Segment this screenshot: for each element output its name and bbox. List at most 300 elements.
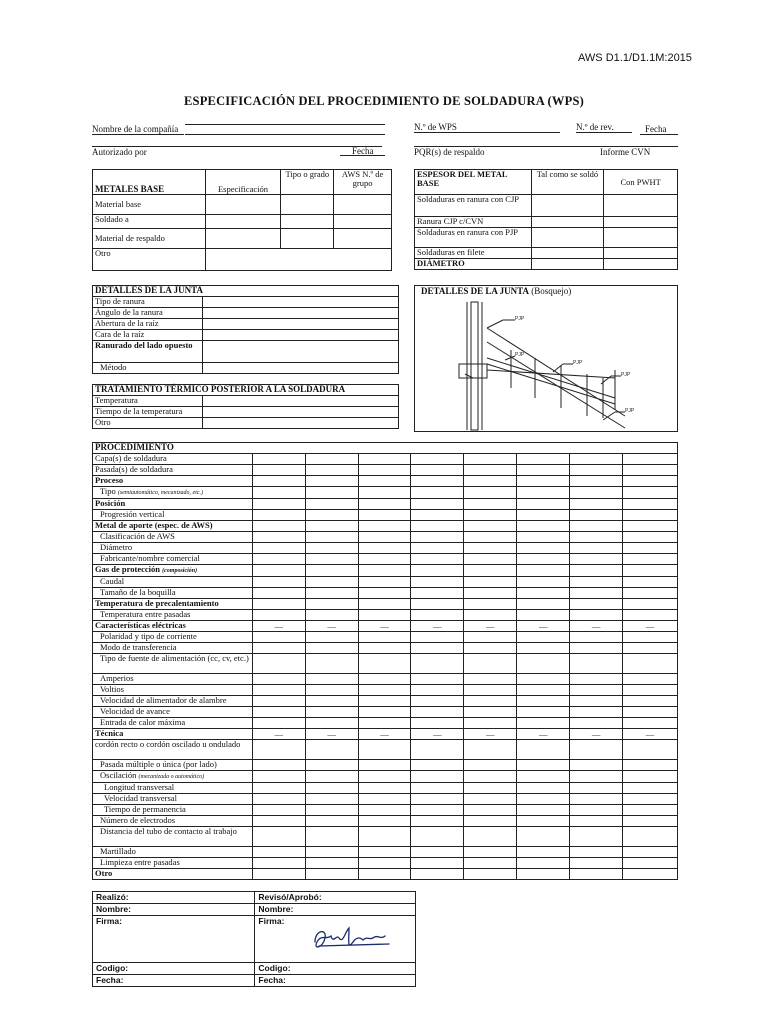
input-cell[interactable]	[305, 554, 358, 565]
input-cell[interactable]	[623, 476, 678, 487]
input-cell[interactable]	[252, 827, 305, 847]
input-cell[interactable]	[305, 847, 358, 858]
input-cell[interactable]	[517, 674, 570, 685]
input-cell[interactable]	[464, 532, 517, 543]
input-cell[interactable]	[411, 543, 464, 554]
input-cell[interactable]	[464, 565, 517, 577]
input-cell[interactable]	[411, 783, 464, 794]
input-cell[interactable]	[623, 740, 678, 760]
input-cell[interactable]	[517, 707, 570, 718]
input-cell[interactable]	[464, 858, 517, 869]
input-cell[interactable]	[517, 532, 570, 543]
input-cell[interactable]	[411, 685, 464, 696]
input-cell[interactable]	[570, 610, 623, 621]
input-cell[interactable]	[517, 805, 570, 816]
input-cell[interactable]	[623, 554, 678, 565]
input-cell[interactable]	[623, 610, 678, 621]
input-cell[interactable]	[517, 827, 570, 847]
input-cell[interactable]	[305, 783, 358, 794]
input-cell[interactable]	[411, 816, 464, 827]
input-cell[interactable]	[570, 718, 623, 729]
input-cell[interactable]	[305, 565, 358, 577]
input-cell[interactable]	[252, 588, 305, 599]
input-cell[interactable]	[358, 794, 411, 805]
input-cell[interactable]	[411, 869, 464, 880]
input-cell[interactable]	[464, 599, 517, 610]
input-cell[interactable]	[411, 847, 464, 858]
input-cell[interactable]	[517, 543, 570, 554]
input-cell[interactable]	[623, 465, 678, 476]
input-cell[interactable]	[281, 229, 334, 249]
input-cell[interactable]	[305, 454, 358, 465]
input-cell[interactable]	[570, 588, 623, 599]
input-cell[interactable]	[517, 816, 570, 827]
input-cell[interactable]	[517, 565, 570, 577]
input-cell[interactable]	[202, 418, 398, 429]
input-cell[interactable]	[411, 740, 464, 760]
input-cell[interactable]	[252, 643, 305, 654]
input-cell[interactable]	[411, 599, 464, 610]
input-cell[interactable]	[252, 565, 305, 577]
input-cell[interactable]	[358, 632, 411, 643]
input-cell[interactable]	[464, 577, 517, 588]
input-cell[interactable]	[517, 654, 570, 674]
input-cell[interactable]	[464, 760, 517, 771]
input-cell[interactable]	[517, 696, 570, 707]
input-cell[interactable]	[305, 643, 358, 654]
input-cell[interactable]	[358, 510, 411, 521]
input-cell[interactable]	[570, 654, 623, 674]
input-cell[interactable]	[252, 454, 305, 465]
input-cell[interactable]	[623, 816, 678, 827]
input-cell[interactable]	[570, 816, 623, 827]
input-cell[interactable]	[252, 654, 305, 674]
input-cell[interactable]	[464, 510, 517, 521]
input-cell[interactable]	[517, 510, 570, 521]
input-cell[interactable]	[252, 532, 305, 543]
input-cell[interactable]	[252, 487, 305, 499]
input-cell[interactable]	[623, 521, 678, 532]
input-cell[interactable]	[517, 847, 570, 858]
input-cell[interactable]	[411, 643, 464, 654]
input-cell[interactable]	[305, 510, 358, 521]
input-cell[interactable]	[464, 632, 517, 643]
input-cell[interactable]	[464, 707, 517, 718]
input-cell[interactable]	[517, 685, 570, 696]
input-cell[interactable]	[411, 654, 464, 674]
input-cell[interactable]	[531, 217, 604, 228]
input-cell[interactable]	[517, 771, 570, 783]
input-cell[interactable]	[252, 794, 305, 805]
input-cell[interactable]	[334, 195, 392, 215]
input-cell[interactable]	[570, 696, 623, 707]
input-cell[interactable]	[252, 577, 305, 588]
input-cell[interactable]	[464, 869, 517, 880]
input-cell[interactable]	[358, 599, 411, 610]
input-cell[interactable]	[517, 454, 570, 465]
input-cell[interactable]	[305, 543, 358, 554]
input-cell[interactable]	[570, 794, 623, 805]
input-cell[interactable]	[517, 783, 570, 794]
input-cell[interactable]	[464, 643, 517, 654]
input-cell[interactable]	[358, 577, 411, 588]
input-cell[interactable]	[464, 685, 517, 696]
input-cell[interactable]	[252, 847, 305, 858]
input-cell[interactable]	[411, 696, 464, 707]
input-cell[interactable]	[570, 465, 623, 476]
input-cell[interactable]	[623, 654, 678, 674]
input-cell[interactable]	[411, 674, 464, 685]
input-cell[interactable]	[570, 487, 623, 499]
input-cell[interactable]	[411, 577, 464, 588]
input-cell[interactable]	[411, 760, 464, 771]
input-cell[interactable]	[358, 805, 411, 816]
input-cell[interactable]	[623, 454, 678, 465]
input-cell[interactable]	[517, 499, 570, 510]
input-cell[interactable]	[281, 215, 334, 229]
input-cell[interactable]	[252, 783, 305, 794]
input-cell[interactable]	[305, 707, 358, 718]
input-cell[interactable]	[411, 510, 464, 521]
input-cell[interactable]	[252, 740, 305, 760]
input-cell[interactable]	[570, 685, 623, 696]
input-cell[interactable]	[517, 588, 570, 599]
input-cell[interactable]	[305, 771, 358, 783]
input-cell[interactable]	[358, 588, 411, 599]
input-cell[interactable]	[252, 674, 305, 685]
input-cell[interactable]	[570, 740, 623, 760]
input-cell[interactable]	[305, 610, 358, 621]
input-cell[interactable]	[358, 696, 411, 707]
input-cell[interactable]	[623, 532, 678, 543]
input-cell[interactable]	[464, 554, 517, 565]
input-cell[interactable]	[517, 760, 570, 771]
input-cell[interactable]	[570, 510, 623, 521]
input-cell[interactable]	[570, 543, 623, 554]
input-cell[interactable]	[305, 487, 358, 499]
input-cell[interactable]	[305, 685, 358, 696]
input-cell[interactable]	[358, 565, 411, 577]
input-cell[interactable]	[252, 521, 305, 532]
input-cell[interactable]	[623, 707, 678, 718]
date-field-2[interactable]	[340, 155, 385, 156]
input-cell[interactable]	[411, 858, 464, 869]
input-cell[interactable]	[570, 499, 623, 510]
input-cell[interactable]	[517, 610, 570, 621]
input-cell[interactable]	[517, 465, 570, 476]
input-cell[interactable]	[464, 610, 517, 621]
input-cell[interactable]	[623, 487, 678, 499]
input-cell[interactable]	[623, 847, 678, 858]
input-cell[interactable]	[358, 707, 411, 718]
input-cell[interactable]	[358, 543, 411, 554]
input-cell[interactable]	[570, 805, 623, 816]
input-cell[interactable]	[623, 805, 678, 816]
input-cell[interactable]	[358, 674, 411, 685]
input-cell[interactable]	[202, 407, 398, 418]
input-cell[interactable]	[202, 330, 398, 341]
input-cell[interactable]	[252, 771, 305, 783]
input-cell[interactable]	[570, 858, 623, 869]
input-cell[interactable]	[517, 632, 570, 643]
input-cell[interactable]	[464, 487, 517, 499]
input-cell[interactable]	[358, 610, 411, 621]
input-cell[interactable]	[358, 521, 411, 532]
input-cell[interactable]	[531, 259, 604, 270]
input-cell[interactable]	[411, 827, 464, 847]
input-cell[interactable]	[334, 229, 392, 249]
input-cell[interactable]	[570, 554, 623, 565]
input-cell[interactable]	[623, 783, 678, 794]
input-cell[interactable]	[411, 532, 464, 543]
input-cell[interactable]	[281, 195, 334, 215]
input-cell[interactable]	[570, 827, 623, 847]
input-cell[interactable]	[517, 554, 570, 565]
input-cell[interactable]	[531, 248, 604, 259]
input-cell[interactable]	[411, 588, 464, 599]
input-cell[interactable]	[623, 869, 678, 880]
name-field-1[interactable]: Nombre:	[93, 904, 255, 916]
input-cell[interactable]	[570, 783, 623, 794]
input-cell[interactable]	[305, 588, 358, 599]
wps-number-field[interactable]	[414, 132, 560, 133]
input-cell[interactable]	[358, 771, 411, 783]
input-cell[interactable]	[252, 543, 305, 554]
input-cell[interactable]	[517, 869, 570, 880]
input-cell[interactable]	[305, 532, 358, 543]
input-cell[interactable]	[570, 760, 623, 771]
input-cell[interactable]	[623, 760, 678, 771]
input-cell[interactable]	[202, 319, 398, 330]
input-cell[interactable]	[334, 215, 392, 229]
revision-field[interactable]	[576, 132, 632, 133]
input-cell[interactable]	[623, 543, 678, 554]
signature-field-1[interactable]: Firma:	[93, 916, 255, 963]
input-cell[interactable]	[464, 827, 517, 847]
input-cell[interactable]	[411, 805, 464, 816]
input-cell[interactable]	[623, 510, 678, 521]
input-cell[interactable]	[570, 454, 623, 465]
input-cell[interactable]	[517, 718, 570, 729]
input-cell[interactable]	[570, 643, 623, 654]
input-cell[interactable]	[517, 521, 570, 532]
code-field-2[interactable]: Codigo:	[255, 963, 416, 975]
input-cell[interactable]	[202, 396, 398, 407]
input-cell[interactable]	[517, 487, 570, 499]
input-cell[interactable]	[570, 599, 623, 610]
input-cell[interactable]	[464, 847, 517, 858]
input-cell[interactable]	[570, 565, 623, 577]
input-cell[interactable]	[202, 341, 398, 363]
input-cell[interactable]	[411, 771, 464, 783]
input-cell[interactable]	[531, 195, 604, 217]
input-cell[interactable]	[570, 476, 623, 487]
input-cell[interactable]	[252, 718, 305, 729]
input-cell[interactable]	[252, 858, 305, 869]
name-field-2[interactable]: Nombre:	[255, 904, 416, 916]
input-cell[interactable]	[252, 465, 305, 476]
input-cell[interactable]	[411, 476, 464, 487]
input-cell[interactable]	[570, 707, 623, 718]
input-cell[interactable]	[205, 195, 281, 215]
input-cell[interactable]	[358, 654, 411, 674]
input-cell[interactable]	[604, 259, 678, 270]
input-cell[interactable]	[517, 858, 570, 869]
input-cell[interactable]	[305, 858, 358, 869]
input-cell[interactable]	[517, 794, 570, 805]
input-cell[interactable]	[205, 249, 391, 271]
input-cell[interactable]	[517, 740, 570, 760]
input-cell[interactable]	[464, 476, 517, 487]
input-cell[interactable]	[358, 718, 411, 729]
input-cell[interactable]	[623, 643, 678, 654]
input-cell[interactable]	[623, 588, 678, 599]
input-cell[interactable]	[205, 215, 281, 229]
input-cell[interactable]	[252, 760, 305, 771]
input-cell[interactable]	[358, 487, 411, 499]
input-cell[interactable]	[464, 816, 517, 827]
input-cell[interactable]	[252, 696, 305, 707]
input-cell[interactable]	[358, 816, 411, 827]
input-cell[interactable]	[604, 217, 678, 228]
input-cell[interactable]	[252, 499, 305, 510]
input-cell[interactable]	[623, 599, 678, 610]
input-cell[interactable]	[411, 794, 464, 805]
input-cell[interactable]	[305, 674, 358, 685]
input-cell[interactable]	[517, 599, 570, 610]
input-cell[interactable]	[411, 499, 464, 510]
input-cell[interactable]	[464, 588, 517, 599]
input-cell[interactable]	[411, 465, 464, 476]
input-cell[interactable]	[252, 599, 305, 610]
input-cell[interactable]	[205, 229, 281, 249]
input-cell[interactable]	[411, 565, 464, 577]
input-cell[interactable]	[252, 610, 305, 621]
input-cell[interactable]	[252, 805, 305, 816]
signature-field-2[interactable]	[255, 916, 416, 963]
input-cell[interactable]	[604, 248, 678, 259]
input-cell[interactable]	[623, 632, 678, 643]
input-cell[interactable]	[411, 707, 464, 718]
input-cell[interactable]	[305, 805, 358, 816]
input-cell[interactable]	[464, 771, 517, 783]
input-cell[interactable]	[305, 696, 358, 707]
input-cell[interactable]	[305, 599, 358, 610]
input-cell[interactable]	[358, 760, 411, 771]
input-cell[interactable]	[358, 685, 411, 696]
input-cell[interactable]	[517, 643, 570, 654]
input-cell[interactable]	[305, 869, 358, 880]
input-cell[interactable]	[411, 632, 464, 643]
input-cell[interactable]	[202, 308, 398, 319]
input-cell[interactable]	[604, 195, 678, 217]
input-cell[interactable]	[305, 476, 358, 487]
input-cell[interactable]	[358, 827, 411, 847]
input-cell[interactable]	[411, 487, 464, 499]
input-cell[interactable]	[202, 297, 398, 308]
input-cell[interactable]	[623, 696, 678, 707]
input-cell[interactable]	[252, 816, 305, 827]
input-cell[interactable]	[570, 632, 623, 643]
input-cell[interactable]	[305, 499, 358, 510]
input-cell[interactable]	[305, 827, 358, 847]
input-cell[interactable]	[252, 476, 305, 487]
authorized-field[interactable]	[92, 146, 382, 147]
input-cell[interactable]	[358, 454, 411, 465]
input-cell[interactable]	[358, 869, 411, 880]
input-cell[interactable]	[305, 632, 358, 643]
input-cell[interactable]	[358, 554, 411, 565]
input-cell[interactable]	[464, 454, 517, 465]
input-cell[interactable]	[623, 827, 678, 847]
input-cell[interactable]	[464, 718, 517, 729]
input-cell[interactable]	[464, 674, 517, 685]
input-cell[interactable]	[623, 685, 678, 696]
input-cell[interactable]	[464, 740, 517, 760]
input-cell[interactable]	[252, 685, 305, 696]
input-cell[interactable]	[623, 565, 678, 577]
input-cell[interactable]	[570, 521, 623, 532]
input-cell[interactable]	[604, 228, 678, 248]
input-cell[interactable]	[570, 532, 623, 543]
input-cell[interactable]	[517, 476, 570, 487]
input-cell[interactable]	[623, 674, 678, 685]
input-cell[interactable]	[623, 577, 678, 588]
input-cell[interactable]	[570, 674, 623, 685]
input-cell[interactable]	[464, 805, 517, 816]
date-field-1[interactable]	[640, 134, 678, 135]
input-cell[interactable]	[623, 858, 678, 869]
input-cell[interactable]	[305, 521, 358, 532]
input-cell[interactable]	[411, 718, 464, 729]
input-cell[interactable]	[358, 740, 411, 760]
input-cell[interactable]	[570, 577, 623, 588]
input-cell[interactable]	[464, 543, 517, 554]
input-cell[interactable]	[252, 707, 305, 718]
input-cell[interactable]	[358, 847, 411, 858]
input-cell[interactable]	[305, 718, 358, 729]
input-cell[interactable]	[305, 577, 358, 588]
input-cell[interactable]	[464, 521, 517, 532]
input-cell[interactable]	[464, 499, 517, 510]
input-cell[interactable]	[252, 510, 305, 521]
input-cell[interactable]	[252, 869, 305, 880]
date-field-sig-2[interactable]: Fecha:	[255, 975, 416, 987]
input-cell[interactable]	[570, 771, 623, 783]
code-field-1[interactable]: Codigo:	[93, 963, 255, 975]
input-cell[interactable]	[305, 740, 358, 760]
input-cell[interactable]	[570, 847, 623, 858]
input-cell[interactable]	[570, 869, 623, 880]
input-cell[interactable]	[358, 643, 411, 654]
input-cell[interactable]	[464, 654, 517, 674]
input-cell[interactable]	[623, 499, 678, 510]
input-cell[interactable]	[358, 532, 411, 543]
input-cell[interactable]	[252, 632, 305, 643]
input-cell[interactable]	[411, 454, 464, 465]
input-cell[interactable]	[623, 718, 678, 729]
input-cell[interactable]	[305, 465, 358, 476]
input-cell[interactable]	[623, 771, 678, 783]
input-cell[interactable]	[358, 858, 411, 869]
input-cell[interactable]	[358, 499, 411, 510]
input-cell[interactable]	[358, 783, 411, 794]
input-cell[interactable]	[305, 760, 358, 771]
input-cell[interactable]	[531, 228, 604, 248]
input-cell[interactable]	[411, 554, 464, 565]
input-cell[interactable]	[411, 521, 464, 532]
input-cell[interactable]	[358, 465, 411, 476]
